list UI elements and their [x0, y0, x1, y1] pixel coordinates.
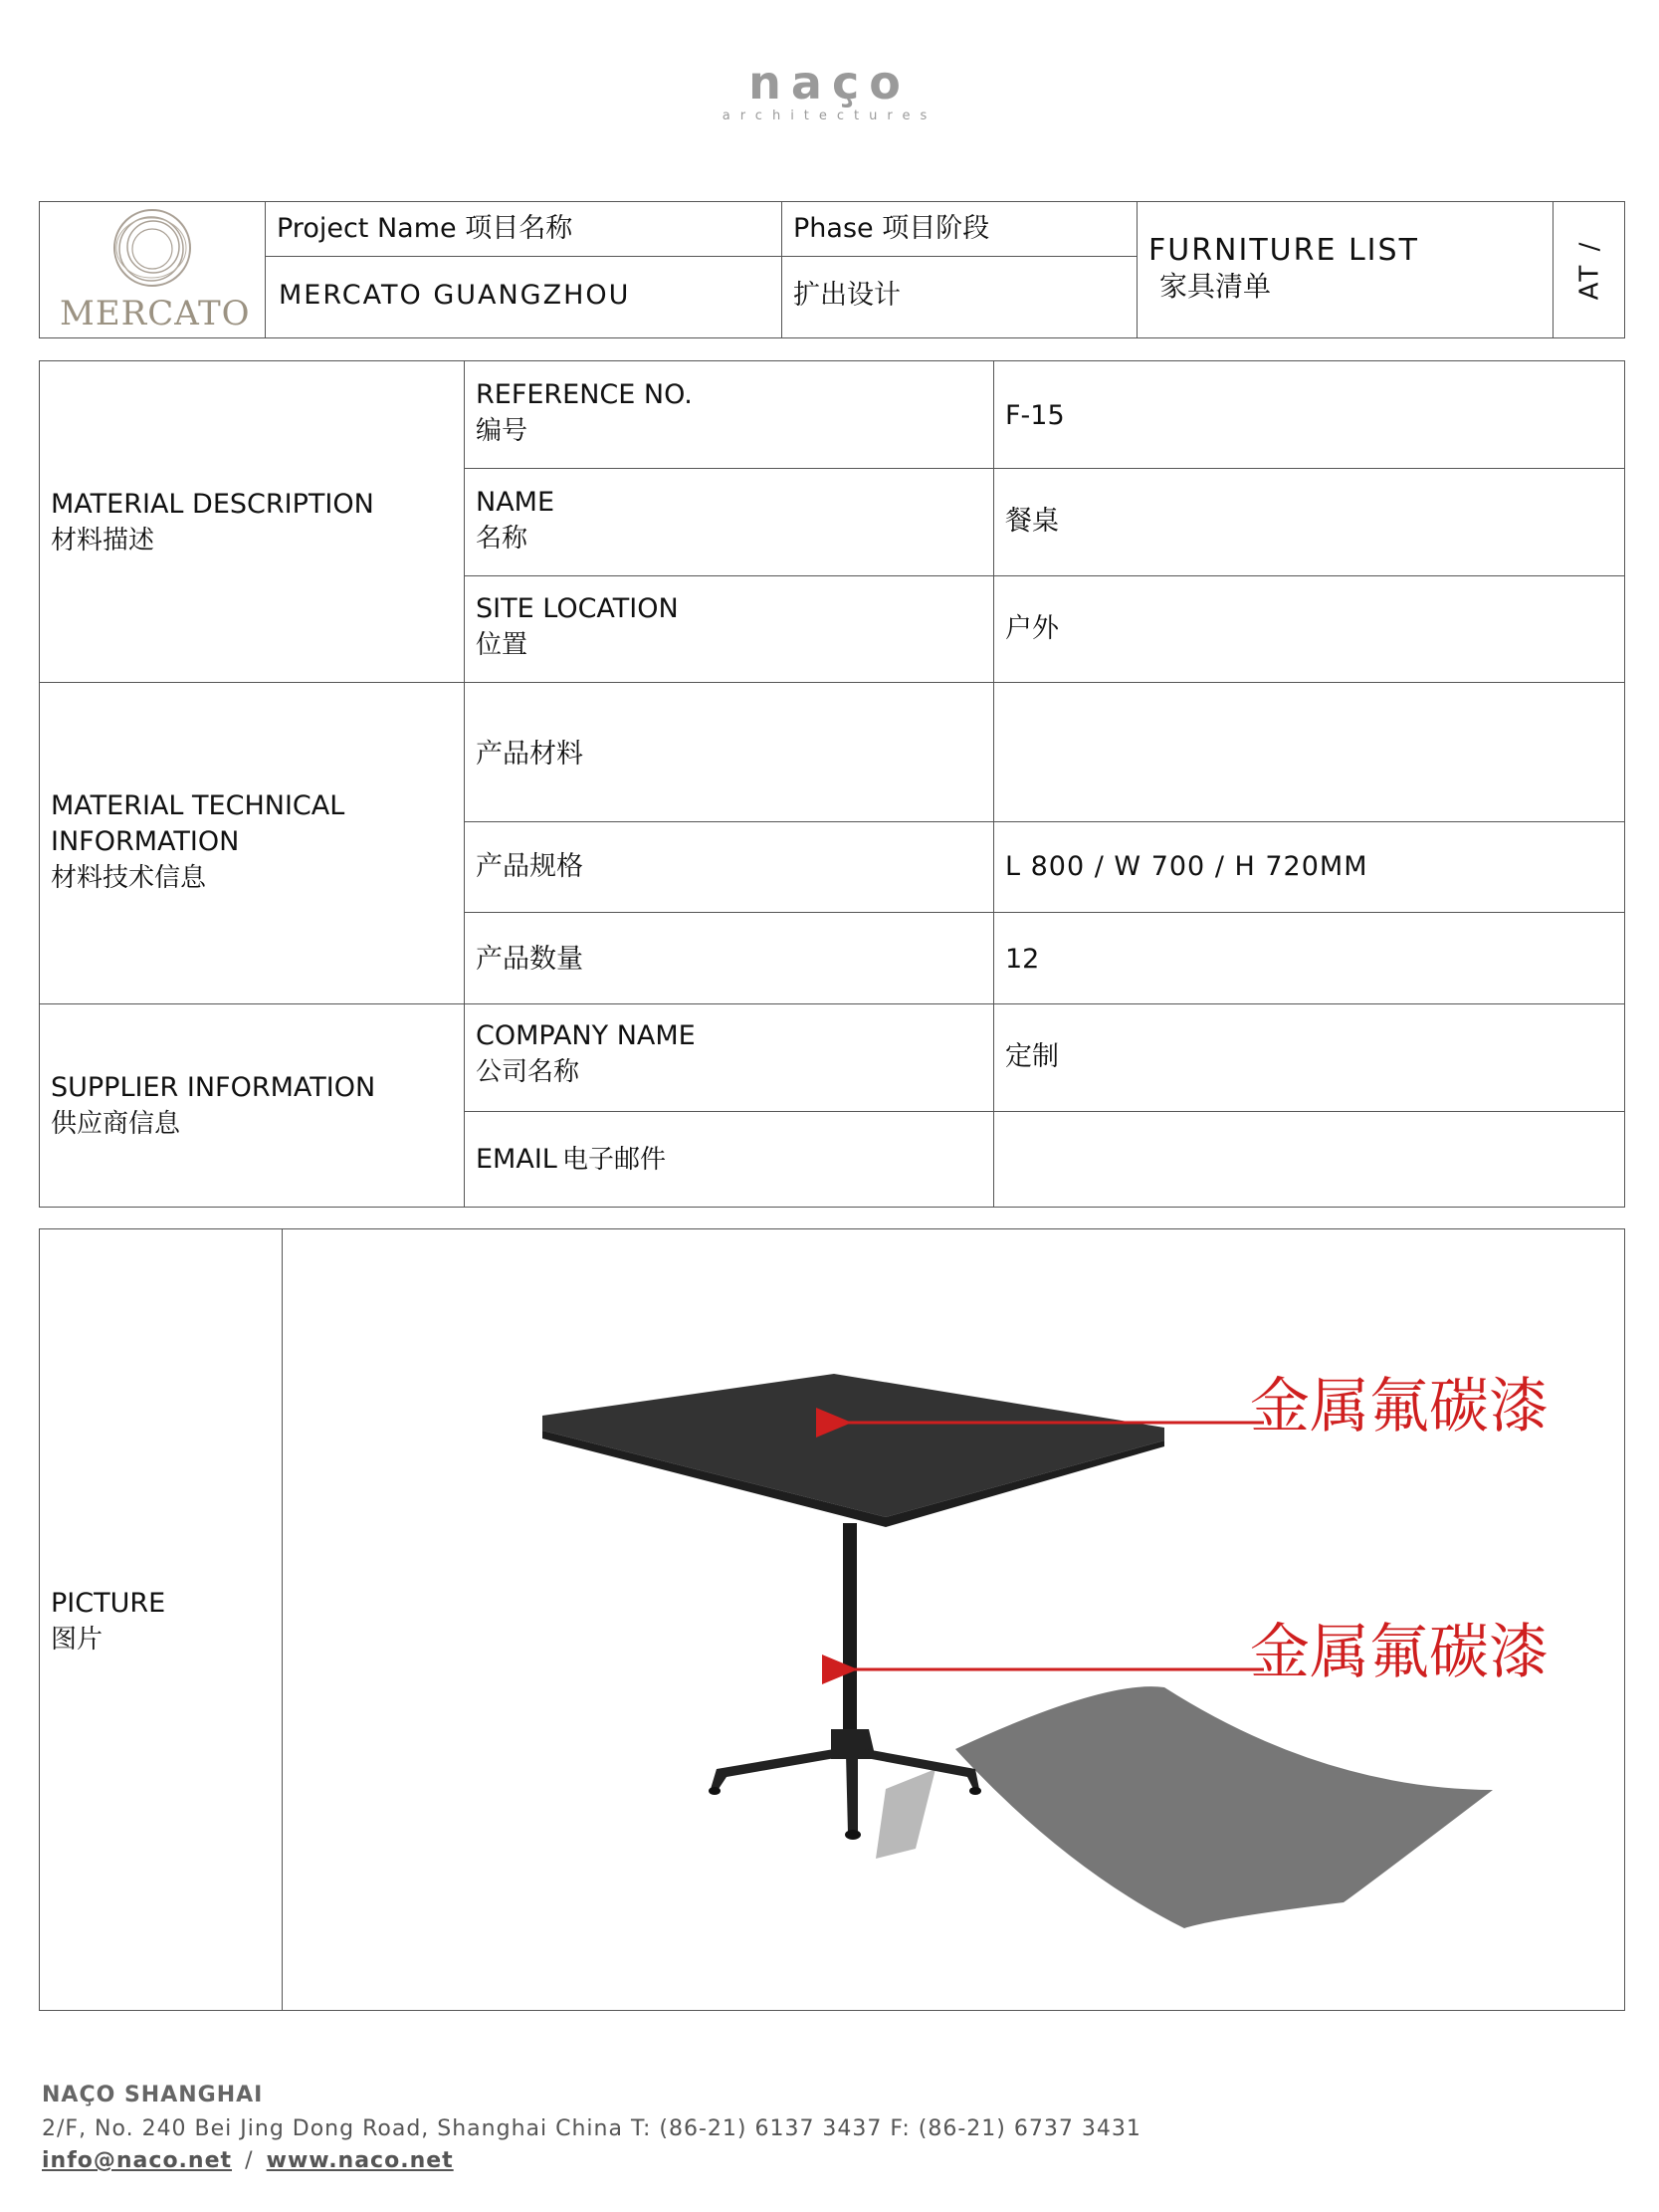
list-title-en: FURNITURE LIST: [1148, 233, 1419, 268]
phase-label: Phase 项目阶段: [793, 213, 990, 244]
picture-label: PICTURE 图片: [51, 1588, 166, 1655]
site-location-value: 户外: [1005, 613, 1059, 644]
material-description-label: MATERIAL DESCRIPTION 材料描述: [51, 489, 374, 555]
product-quantity-value: 12: [1005, 944, 1040, 975]
footer-separator: /: [245, 2148, 254, 2173]
brand-subtitle: architectures: [722, 109, 937, 123]
reference-no-value: F-15: [1005, 400, 1065, 431]
email-label: EMAIL 电子邮件: [476, 1144, 666, 1175]
floor-shadow: [955, 1686, 1493, 1928]
table-top: [542, 1374, 1164, 1517]
technical-information-label: MATERIAL TECHNICAL INFORMATION 材料技术信息: [51, 790, 345, 893]
footer-website-link[interactable]: www.naco.net: [266, 2148, 454, 2173]
side-code: AT /: [1574, 239, 1604, 301]
product-quantity-label: 产品数量: [476, 944, 583, 975]
company-name-label: COMPANY NAME 公司名称: [476, 1020, 696, 1087]
mercato-logo: [40, 202, 265, 337]
phase-value: 扩出设计: [793, 280, 901, 311]
naco-logo: [0, 58, 1659, 125]
list-title-zh: 家具清单: [1159, 270, 1272, 303]
company-name-value: 定制: [1005, 1041, 1059, 1072]
footer-office: NAÇO SHANGHAI: [42, 2083, 264, 2107]
annotation-bottom: 金属氟碳漆: [1250, 1618, 1549, 1687]
mercato-wordmark: MERCATO: [60, 294, 251, 333]
product-material-label: 产品材料: [476, 739, 583, 770]
reference-no-label: REFERENCE NO. 编号: [476, 379, 693, 446]
name-label: NAME 名称: [476, 487, 555, 553]
footer-email-link[interactable]: info@naco.net: [42, 2148, 233, 2173]
annotation-top: 金属氟碳漆: [1250, 1372, 1549, 1441]
product-spec-label: 产品规格: [476, 851, 583, 882]
footer-address: 2/F, No. 240 Bei Jing Dong Road, Shanghai China T: (86-21) 6137 3437 F: (86-21) 6737 3431: [42, 2116, 1141, 2141]
table-column: [843, 1523, 857, 1737]
footer-links: [42, 2148, 454, 2173]
brand-name: naço: [748, 56, 911, 110]
site-location-label: SITE LOCATION 位置: [476, 593, 679, 660]
product-spec-value: L 800 / W 700 / H 720MM: [1005, 851, 1368, 882]
project-name-value: MERCATO GUANGZHOU: [279, 280, 631, 311]
mercato-ring-icon: [107, 204, 197, 294]
name-value: 餐桌: [1005, 506, 1059, 537]
project-name-label: Project Name 项目名称: [277, 213, 573, 244]
supplier-information-label: SUPPLIER INFORMATION 供应商信息: [51, 1072, 376, 1139]
